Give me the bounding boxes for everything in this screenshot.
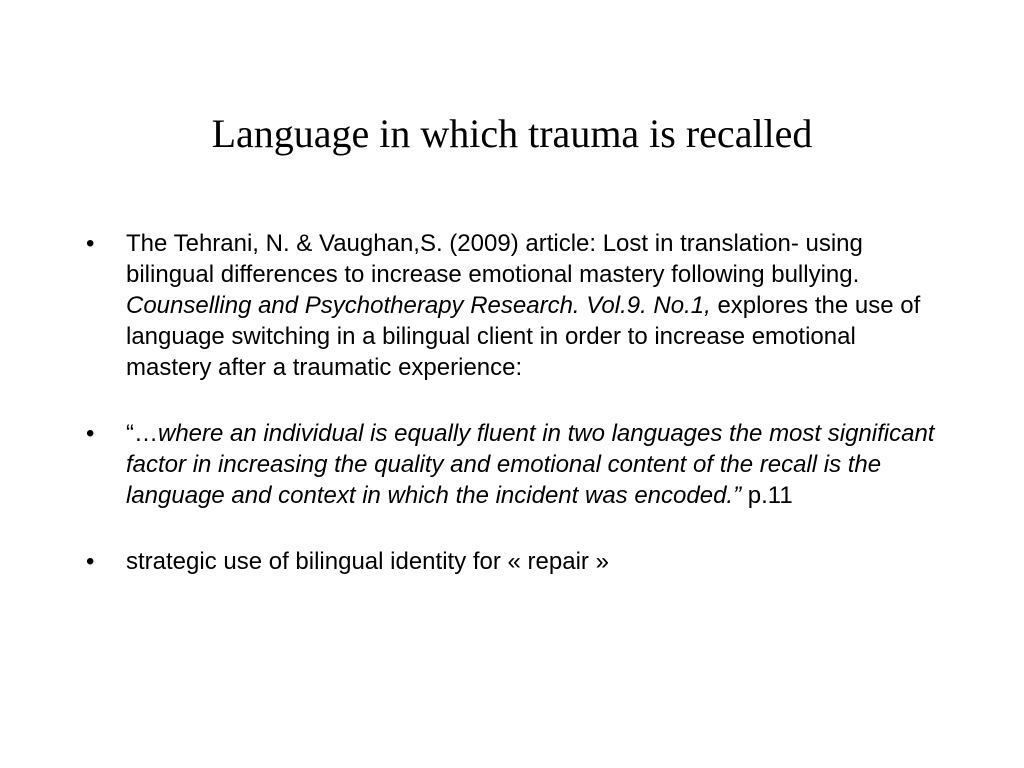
citation-description: explores the use of language switching in a bilingual client in order to increase emotional mastery after a traumatic experience: bbox=[126, 292, 921, 381]
bullet-icon: • bbox=[86, 420, 95, 447]
bullet-icon: • bbox=[86, 230, 95, 257]
bullet-icon: • bbox=[86, 548, 95, 575]
bullet-item-repair bbox=[86, 546, 946, 577]
repair-text: strategic use of bilingual identity for « repair » bbox=[126, 548, 609, 575]
citation-text: The Tehrani, N. & Vaughan,S. (2009) article: Lost in translation- using bilingual differences to increase emotional mastery following bullying. bbox=[126, 230, 863, 288]
bullet-list bbox=[86, 228, 946, 577]
quote-open: “… bbox=[126, 420, 158, 447]
slide-title: Language in which trauma is recalled bbox=[211, 111, 813, 156]
bullet-item-quote bbox=[86, 418, 946, 511]
quote-page: p.11 bbox=[741, 482, 793, 509]
journal-reference: Counselling and Psychotherapy Research. Vol.9. No.1, bbox=[126, 292, 718, 319]
bullet-item-citation bbox=[86, 228, 946, 383]
quote-text: where an individual is equally fluent in two languages the most significant factor in increasing the quality and emotional content of the recall is the language and context in which the incident was encoded.” bbox=[126, 420, 935, 509]
